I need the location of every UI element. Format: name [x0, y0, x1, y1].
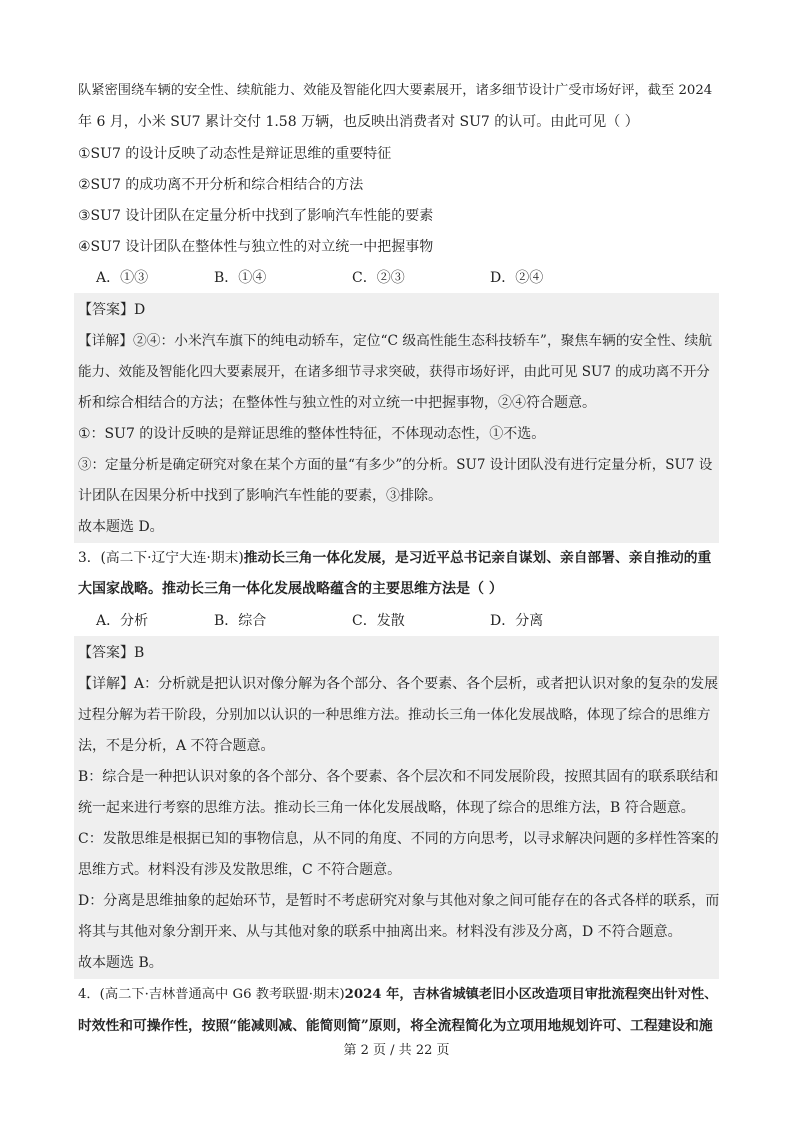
q2-stem-line-1: 队紧密围绕车辆的安全性、续航能力、效能及智能化四大要素展开，诸多细节设计广受市场好评，截至 2024 — [78, 83, 713, 98]
q3-detail-line-7: 思维方式。材料没有涉及发散思维，C 不符合题意。 — [78, 862, 402, 878]
q2-statement-1: ①SU7 的设计反映了动态性是辩证思维的重要特征 — [78, 146, 392, 162]
q3-answer: 【答案】B — [78, 645, 145, 661]
q2-detail-line-7: 故本题选 D。 — [78, 519, 164, 535]
q3-detail-line-1: 【详解】A：分析就是把认识对像分解为各个部分、各个要素、各个层析，或者把认识对象的复杂的发展 — [78, 676, 719, 692]
q3-option-b: B．综合 — [214, 613, 267, 629]
q3-detail-line-10: 故本题选 B。 — [78, 955, 163, 971]
q3-source: 3．(高二下·辽宁大连·期末) — [78, 550, 244, 566]
q2-option-a: A．①③ — [96, 270, 149, 286]
q2-answer: 【答案】D — [78, 302, 146, 318]
q3-detail-line-5: 统一起来进行考察的思维方法。推动长三角一体化发展战略，体现了综合的思维方法，B 符合题意。 — [78, 800, 695, 816]
q2-detail-line-4: ①：SU7 的设计反映的是辩证思维的整体性特征，不体现动态性，①不选。 — [78, 426, 546, 442]
q2-statement-4: ④SU7 设计团队在整体性与独立性的对立统一中把握事物 — [78, 239, 434, 255]
q4-source: 4．(高二下·吉林普通高中 G6 教考联盟·期末) — [78, 987, 345, 1002]
q3-detail-line-6: C：发散思维是根据已知的事物信息，从不同的角度、不同的方向思考，以寻求解决问题的多样性答案的 — [78, 831, 719, 847]
q3-stem-line-1 — [78, 549, 718, 567]
q2-detail-line-6: 计团队在因果分析中找到了影响汽车性能的要素，③排除。 — [78, 488, 442, 504]
q2-answer-block — [74, 293, 719, 543]
q2-detail-line-3: 析和综合相结合的方法；在整体性与独立性的对立统一中把握事物，②④符合题意。 — [78, 395, 596, 411]
q2-detail-line-5: ③：定量分析是确定研究对象在某个方面的量“有多少”的分析。SU7 设计团队没有进行定量分析，SU7 设 — [78, 457, 713, 473]
q3-detail-line-4: B：综合是一种把认识对象的各个部分、各个要素、各个层次和不同发展阶段，按照其固有的联系联结和 — [78, 769, 719, 785]
page-footer: 第 2 页 / 共 22 页 — [343, 1043, 450, 1058]
q2-statement-3: ③SU7 设计团队在定量分析中找到了影响汽车性能的要素 — [78, 208, 434, 224]
q3-stem-text: 推动长三角一体化发展，是习近平总书记亲自谋划、亲自部署、亲自推动的重 — [243, 550, 712, 566]
q4-stem-line-1 — [78, 986, 718, 1004]
q4-stem-text: 2024 年，吉林省城镇老旧小区改造项目审批流程突出针对性、 — [344, 987, 718, 1002]
q3-option-d: D．分离 — [490, 613, 544, 629]
q2-option-d: D．②④ — [490, 270, 544, 286]
q3-option-a: A．分析 — [96, 613, 149, 629]
q3-option-c: C．发散 — [352, 613, 405, 629]
q2-stem-line-2: 年 6 月，小米 SU7 累计交付 1.58 万辆，也反映出消费者对 SU7 的认可。由此可见（ ） — [78, 114, 639, 130]
q2-detail-line-2: 能力、效能及智能化四大要素展开，在诸多细节寻求突破，获得市场好评，由此可见 SU7 的成功离不开分 — [78, 364, 710, 380]
q2-statement-2: ②SU7 的成功离不开分析和综合相结合的方法 — [78, 177, 364, 193]
q3-detail-line-2: 过程分解为若干阶段，分别加以认识的一种思维方法。推动长三角一体化发展战略，体现了综合的思维方 — [78, 707, 711, 723]
q3-detail-line-3: 法，不是分析，A 不符合题意。 — [78, 738, 275, 754]
q2-option-b: B．①④ — [214, 270, 267, 286]
q3-stem-line-2: 大国家战略。推动长三角一体化发展战略蕴含的主要思维方法是（ ） — [78, 581, 503, 597]
q4-stem-line-2: 时效性和可操作性，按照“能减则减、能简则简”原则，将全流程简化为立项用地规划许可、工程建设和施 — [78, 1018, 713, 1034]
q3-detail-line-8: D：分离是思维抽象的起始环节，是暂时不考虑研究对象与其他对象之间可能存在的各式各样的联系，而 — [78, 893, 720, 909]
q2-option-c: C．②③ — [352, 270, 405, 286]
q2-detail-line-1: 【详解】②④：小米汽车旗下的纯电动轿车，定位“C 级高性能生态科技轿车”，聚焦车辆的安全性、续航 — [78, 333, 712, 349]
q3-detail-line-9: 将其与其他对象分割开来、从与其他对象的联系中抽离出来。材料没有涉及分离，D 不符合题意。 — [78, 924, 682, 940]
